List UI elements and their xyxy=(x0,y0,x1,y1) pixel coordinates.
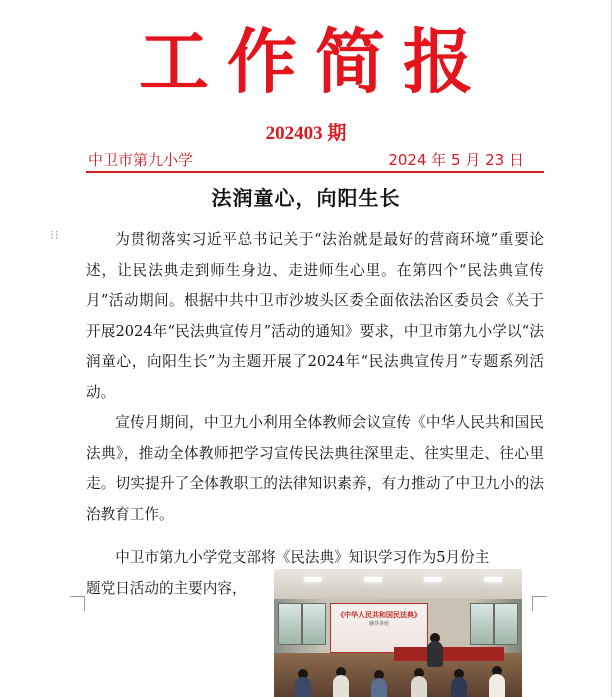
photo-window xyxy=(278,603,302,645)
audience-member xyxy=(489,674,505,697)
crop-mark-icon xyxy=(70,596,85,611)
crop-mark-icon xyxy=(532,596,547,611)
article-headline: 法润童心，向阳生长 xyxy=(211,186,401,210)
issue-number: 202403 期 xyxy=(265,123,347,144)
masthead-title: 工作简报 xyxy=(139,21,491,103)
presenter xyxy=(427,641,443,667)
event-photo[interactable] xyxy=(274,569,522,697)
paragraph-line: 中卫市第九小学党支部将《民法典》知识学习作为5月份主 xyxy=(115,549,490,566)
photo-ceiling xyxy=(274,569,522,599)
drag-handle-icon[interactable]: ⁝⁝ xyxy=(50,228,60,242)
photo-window xyxy=(494,603,518,645)
paragraph: 宣传月期间，中卫九小利用全体教师会议宣传《中华人民共和国民法典》，推动全体教师把学习宣传民法典往深里走、往实里走、往心里走。切实提升了全体教职工的法律知识素养，有力推动了中卫九小的法治教育工作。 xyxy=(86,414,544,523)
ceiling-light xyxy=(484,577,502,582)
screen-title: 《中华人民共和国民法典》 xyxy=(337,611,421,619)
publish-date: 2024 年 5 月 23 日 xyxy=(388,151,524,169)
audience-member xyxy=(451,677,467,697)
screen-subtitle: 辅导讲座 xyxy=(368,621,389,627)
ceiling-light xyxy=(304,577,322,582)
presenter-table xyxy=(394,647,504,661)
ceiling-light xyxy=(364,577,382,582)
projection-screen xyxy=(330,603,428,653)
article-body xyxy=(86,225,544,530)
audience-member xyxy=(371,678,387,697)
header-divider xyxy=(86,171,544,173)
photo-window xyxy=(470,603,494,645)
audience-member xyxy=(295,677,311,697)
audience-member xyxy=(411,676,427,697)
paragraph: 为贯彻落实习近平总书记关于“法治就是最好的营商环境”重要论述，让民法典走到师生身边、走进师生心里。在第四个“民法典宣传月”活动期间。根据中共中卫市沙坡头区委全面依法治区委员会《关于开展2024年“民法典宣传月”活动的通知》要求，中卫市第九小学以“法润童心，向阳生长”为主题开展了2024年“民法典宣传月”专题系列活动。 xyxy=(86,231,544,401)
paragraph-line: 题党日活动的主要内容， xyxy=(86,579,247,597)
photo-window xyxy=(302,603,326,645)
audience-member xyxy=(333,675,349,697)
school-name: 中卫市第九小学 xyxy=(88,151,194,169)
ceiling-light xyxy=(424,577,442,582)
